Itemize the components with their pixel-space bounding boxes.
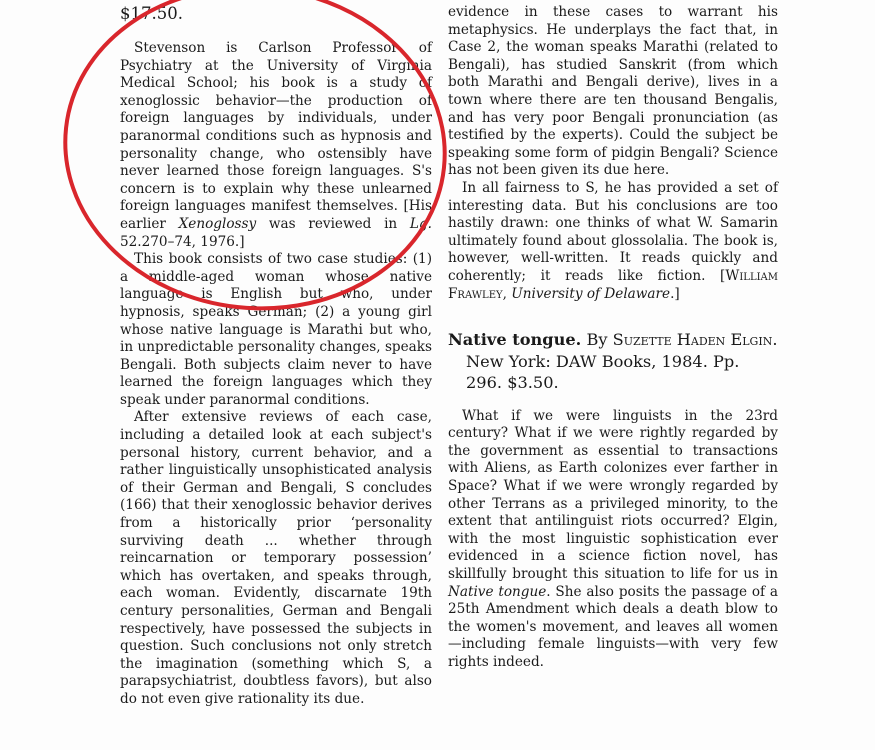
p1-title: Xenoglossy	[178, 215, 257, 232]
book-author: Suzette Haden Elgin	[612, 330, 773, 350]
review-paragraph-3: After extensive reviews of each case, including a detailed look at each subject's personal history, current behavior, and a rather linguistically unsophisticated analysis of their German and Bengali, S concludes (166) that their xenoglossic behavior derives from a historically prior ‘personality surviving death ... whether through reincarnation or temporary possession’ which has overtaken, and speaks through, each woman. Evidently, discarnate 19th century personalities, German and Bengali respectively, have possessed the subjects in question. Such conclusions not only stretch the imagination (something which S, a parapsychiatrist, doubtless favors), but also do not even give rationality its due.	[120, 409, 432, 707]
p6-end: . She also posits the passage of a 25th Amendment which deals a death blow to the women's movement, and leaves all women—including female linguists—with very few rights indeed.	[448, 583, 778, 670]
p1-mid: was reviewed in	[256, 215, 410, 232]
review-paragraph-1	[120, 40, 432, 251]
p1-text: Stevenson is Carlson Professor of Psychiatry at the University of Virginia Medical School; his book is a study of xenoglossic behavior—the production of foreign languages by individuals, under paranormal conditions such as hypnosis and personality change, who ostensibly have never learned those foreign languages. S's concern is to explain why these unlearned foreign languages manifest themselves. [His earlier	[120, 40, 432, 232]
p5-comma: ,	[502, 285, 512, 302]
left-column	[120, 0, 432, 709]
reviewer-affiliation: University of Delaware	[511, 285, 671, 302]
book-title: Native tongue.	[448, 330, 582, 350]
p5-close: .]	[670, 285, 680, 302]
reviewer-name: William Frawley	[448, 267, 778, 302]
heading-by: By	[581, 330, 613, 350]
p6-text: What if we were linguists in the 23rd century? What if we were rightly regarded by the government as essential to transactions with Aliens, as Earth colonizes ever farther in Space? What if we were wrongly regarded by other Terrans as a privileged minority, to the extent that antilinguist riots occurred? Elgin, with the most linguistic sophistication ever evidenced in a science fiction novel, has skillfully brought this situation to life for us in	[448, 407, 778, 582]
review-paragraph-5	[448, 180, 778, 303]
book-publication: . New York: DAW Books, 1984. Pp. 296. $3.50.	[466, 330, 778, 393]
p1-end: 52.270–74, 1976.]	[120, 233, 245, 250]
review-paragraph-6	[448, 408, 778, 672]
p1-journal: Lg.	[409, 215, 432, 232]
p6-title: Native tongue	[448, 583, 547, 600]
book-heading	[448, 329, 778, 394]
price: $17.50.	[120, 4, 183, 23]
review-paragraph-4: evidence in these cases to warrant his metaphysics. He underplays the fact that, in Case 2, the woman speaks Marathi (related to Bengali), has studied Sanskrit (from which both Marathi and Bengali derive), lives in a town where there are ten thousand Bengalis, and has very poor Bengali pronunciation (as testified by the experts). Could the subject be speaking some form of pidgin Bengali? Science has not been given its due here.	[448, 4, 778, 179]
right-column	[448, 0, 778, 672]
p5-text: In all fairness to S, he has provided a set of interesting data. But his conclusions are too hastily drawn: one thinks of what W. Samarin ultimately found about glossolalia. The book is, however, well-written. It reads quickly and coherently; it reads like fiction. [	[448, 179, 778, 284]
review-paragraph-2: This book consists of two case studies: (1) a middle-aged woman whose native language is English but who, under hypnosis, speaks German; (2) a young girl whose native language is Marathi but who, in unpredictable personality changes, speaks Bengali. Both subjects claim never to have learned the foreign languages which they speak under paranormal conditions.	[120, 251, 432, 408]
